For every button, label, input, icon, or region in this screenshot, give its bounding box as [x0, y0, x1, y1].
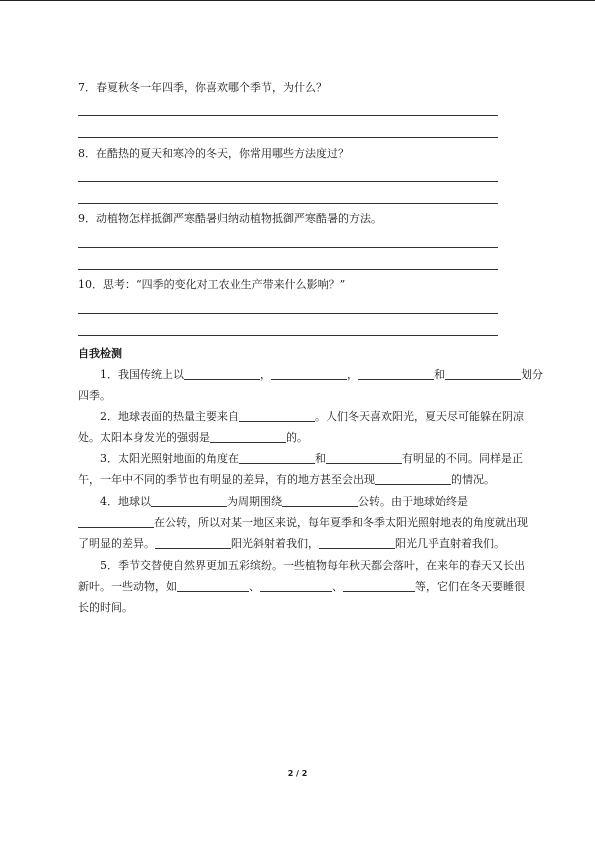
question-7: 7．春夏秋冬一年四季，你喜欢哪个季节，为什么？	[78, 81, 327, 94]
fill-blank[interactable]	[282, 494, 358, 507]
answer-line	[78, 181, 498, 182]
fill-blank[interactable]	[239, 451, 315, 464]
self-check-item-3	[78, 448, 523, 490]
answer-line	[78, 247, 498, 248]
answer-line	[78, 313, 498, 314]
text-segment: 和	[434, 368, 445, 381]
text-segment: 2．地球表面的热量主要来自	[100, 410, 239, 423]
fill-blank[interactable]	[375, 472, 451, 485]
text-segment: 5．季节交替使自然界更加五彩缤纷。一些植物每年秋天都会落叶，在来年的春天又长出	[100, 559, 525, 572]
text-segment: 、	[249, 580, 260, 593]
text-segment: 划分	[521, 368, 543, 381]
answer-line	[78, 335, 498, 336]
text-segment: 午，一年中不同的季节也有明显的差异，有的地方甚至会出现	[78, 473, 375, 486]
self-check-item-1	[78, 364, 543, 406]
fill-blank[interactable]	[210, 430, 286, 443]
question-10: 10．思考：“四季的变化对工农业生产带来什么影响？”	[78, 278, 346, 291]
answer-line	[78, 203, 498, 204]
fill-blank[interactable]	[184, 367, 260, 380]
fill-blank[interactable]	[78, 515, 154, 528]
text-segment: 处。太阳本身发光的强弱是	[78, 431, 210, 444]
fill-blank[interactable]	[358, 367, 434, 380]
self-check-item-5	[78, 555, 525, 618]
text-segment: 公转。由于地球始终是	[358, 495, 468, 508]
text-segment: 。人们冬天喜欢阳光，夏天尽可能躲在阴凉	[315, 410, 524, 423]
text-segment: 四季。	[78, 389, 111, 402]
fill-blank[interactable]	[177, 579, 249, 592]
text-segment: 4．地球以	[100, 495, 151, 508]
text-segment: 阳光斜射着我们，	[231, 537, 319, 550]
fill-blank[interactable]	[326, 451, 402, 464]
text-segment: 有明显的不同。同样是正	[402, 452, 523, 465]
fill-blank[interactable]	[445, 367, 521, 380]
text-segment: ，	[347, 368, 358, 381]
text-segment: 、	[332, 580, 343, 593]
text-segment: 1．我国传统上以	[100, 368, 184, 381]
fill-blank[interactable]	[271, 367, 347, 380]
question-9: 9．动植物怎样抵御严寒酷暑归纳动植物抵御严寒酷暑的方法。	[78, 212, 382, 225]
answer-line	[78, 269, 498, 270]
text-segment: ，	[260, 368, 271, 381]
fill-blank[interactable]	[151, 494, 227, 507]
question-8: 8．在酷热的夏天和寒冷的冬天，你常用哪些方法度过？	[78, 147, 349, 160]
text-segment: 3．太阳光照射地面的角度在	[100, 452, 239, 465]
text-segment: 阳光几乎直射着我们。	[395, 537, 505, 550]
self-check-item-4	[78, 491, 528, 554]
self-check-item-2	[78, 406, 524, 448]
fill-blank[interactable]	[239, 409, 315, 422]
fill-blank[interactable]	[319, 536, 395, 549]
fill-blank[interactable]	[343, 579, 415, 592]
answer-line	[78, 137, 498, 138]
text-segment: 了明显的差异。	[78, 537, 155, 550]
text-segment: 的情况。	[451, 473, 495, 486]
text-segment: 和	[315, 452, 326, 465]
text-segment: 新叶。一些动物，如	[78, 580, 177, 593]
text-segment: 为周期围绕	[227, 495, 282, 508]
page-number: 2 / 2	[287, 769, 308, 778]
text-segment: 长的时间。	[78, 601, 133, 614]
section-title-self-check: 自我检测	[78, 347, 122, 360]
fill-blank[interactable]	[260, 579, 332, 592]
text-segment: 在公转，所以对某一地区来说，每年夏季和冬季太阳光照射地表的角度就出现	[154, 516, 528, 529]
text-segment: 的。	[286, 431, 308, 444]
fill-blank[interactable]	[155, 536, 231, 549]
text-segment: 等，它们在冬天要睡很	[415, 580, 525, 593]
answer-line	[78, 115, 498, 116]
